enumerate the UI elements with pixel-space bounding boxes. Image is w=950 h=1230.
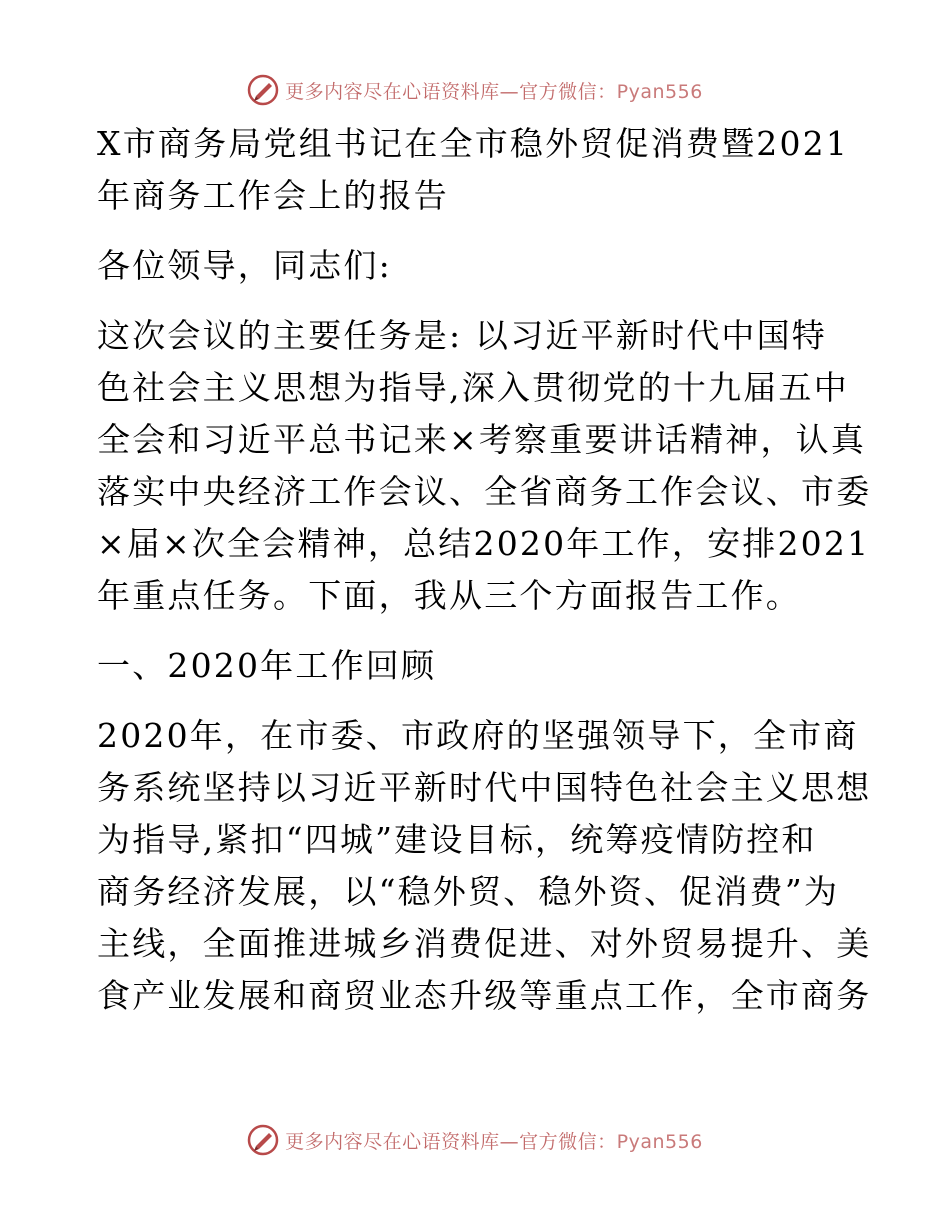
paragraph-2-line-2: 务系统坚持以习近平新时代中国特色社会主义思想 <box>97 768 872 807</box>
section-1-heading: 一、2020年工作回顾 <box>97 646 437 685</box>
watermark-text: 更多内容尽在心语资料库—官方微信：Pyan556 <box>285 80 703 103</box>
watermark-banner-top <box>0 70 950 110</box>
paragraph-2-line-3: 为指导,紧扣“四城”建设目标，统筹疫情防控和 <box>97 820 817 859</box>
paragraph-2-line-4: 商务经济发展，以“稳外贸、稳外资、促消费”为 <box>97 872 840 911</box>
paragraph-1-line-3: 全会和习近平总书记来×考察重要讲话精神，认真 <box>97 420 867 459</box>
watermark-logo-icon <box>247 1124 279 1156</box>
title-line-1: X市商务局党组书记在全市稳外贸促消费暨2021 <box>97 124 850 163</box>
title-line-2: 年商务工作会上的报告 <box>97 176 449 215</box>
paragraph-1-line-6: 年重点任务。下面，我从三个方面报告工作。 <box>97 576 801 615</box>
paragraph-2-line-1: 2020年，在市委、市政府的坚强领导下，全市商 <box>97 716 859 755</box>
salutation: 各位领导，同志们: <box>97 246 392 285</box>
watermark-banner-bottom <box>0 1120 950 1160</box>
paragraph-2-line-5: 主线，全面推进城乡消费促进、对外贸易提升、美 <box>97 924 872 963</box>
watermark-logo-icon <box>247 74 279 106</box>
paragraph-1-line-4: 落实中央经济工作会议、全省商务工作会议、市委 <box>97 472 872 511</box>
paragraph-1-line-5: ×届×次全会精神，总结2020年工作，安排2021 <box>97 524 871 563</box>
paragraph-2-line-6: 食产业发展和商贸业态升级等重点工作，全市商务 <box>97 976 872 1015</box>
watermark-text: 更多内容尽在心语资料库—官方微信：Pyan556 <box>285 1130 703 1153</box>
document-body <box>97 118 872 1022</box>
paragraph-1-line-1: 这次会议的主要任务是: 以习近平新时代中国特 <box>97 316 828 355</box>
paragraph-1-line-2: 色社会主义思想为指导,深入贯彻党的十九届五中 <box>97 368 849 407</box>
